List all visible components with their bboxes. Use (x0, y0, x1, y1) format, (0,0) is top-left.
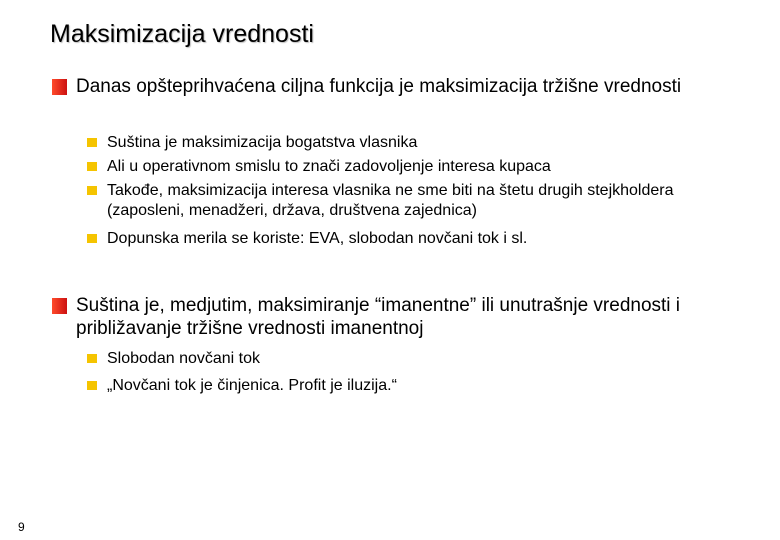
sub-bullet-item (87, 349, 707, 369)
yellow-square-bullet-icon (87, 354, 97, 363)
page-number: 9 (18, 520, 25, 534)
yellow-square-bullet-icon (87, 186, 97, 195)
main-bullet-item (52, 75, 732, 98)
yellow-square-bullet-icon (87, 381, 97, 390)
sub-bullet-text: Dopunska merila se koriste: EVA, slobodan novčani tok i sl. (107, 230, 528, 247)
sub-bullet-text: Suština je maksimizacija bogatstva vlasnika (107, 134, 418, 151)
sub-bullet-text: Takođe, maksimizacija interesa vlasnika ne sme biti na štetu drugih stejkholdera (zaposleni, menadžeri, država, društvena zajednica) (107, 182, 674, 219)
main-bullet-text: Suština je, medjutim, maksimiranje “imanentne” ili unutrašnje vrednosti i približavanje tržišne vrednosti imanentnoj (76, 295, 681, 339)
sub-bullet-item (87, 181, 707, 221)
yellow-square-bullet-icon (87, 234, 97, 243)
yellow-square-bullet-icon (87, 138, 97, 147)
slide-title: Maksimizacija vrednosti (50, 20, 314, 48)
main-bullet-text: Danas opšteprihvaćena ciljna funkcija je maksimizacija tržišne vrednosti (76, 76, 682, 97)
sub-bullet-text: Slobodan novčani tok (107, 350, 260, 367)
sub-bullet-text: Ali u operativnom smislu to znači zadovoljenje interesa kupaca (107, 158, 551, 175)
sub-bullet-item (87, 157, 707, 177)
sub-bullet-item (87, 133, 707, 153)
sub-bullet-item (87, 376, 707, 396)
red-square-bullet-icon (52, 79, 67, 95)
red-square-bullet-icon (52, 298, 67, 314)
sub-bullet-item (87, 229, 707, 249)
sub-bullet-text: „Novčani tok je činjenica. Profit je iluzija.“ (107, 377, 397, 394)
main-bullet-item (52, 294, 732, 340)
yellow-square-bullet-icon (87, 162, 97, 171)
